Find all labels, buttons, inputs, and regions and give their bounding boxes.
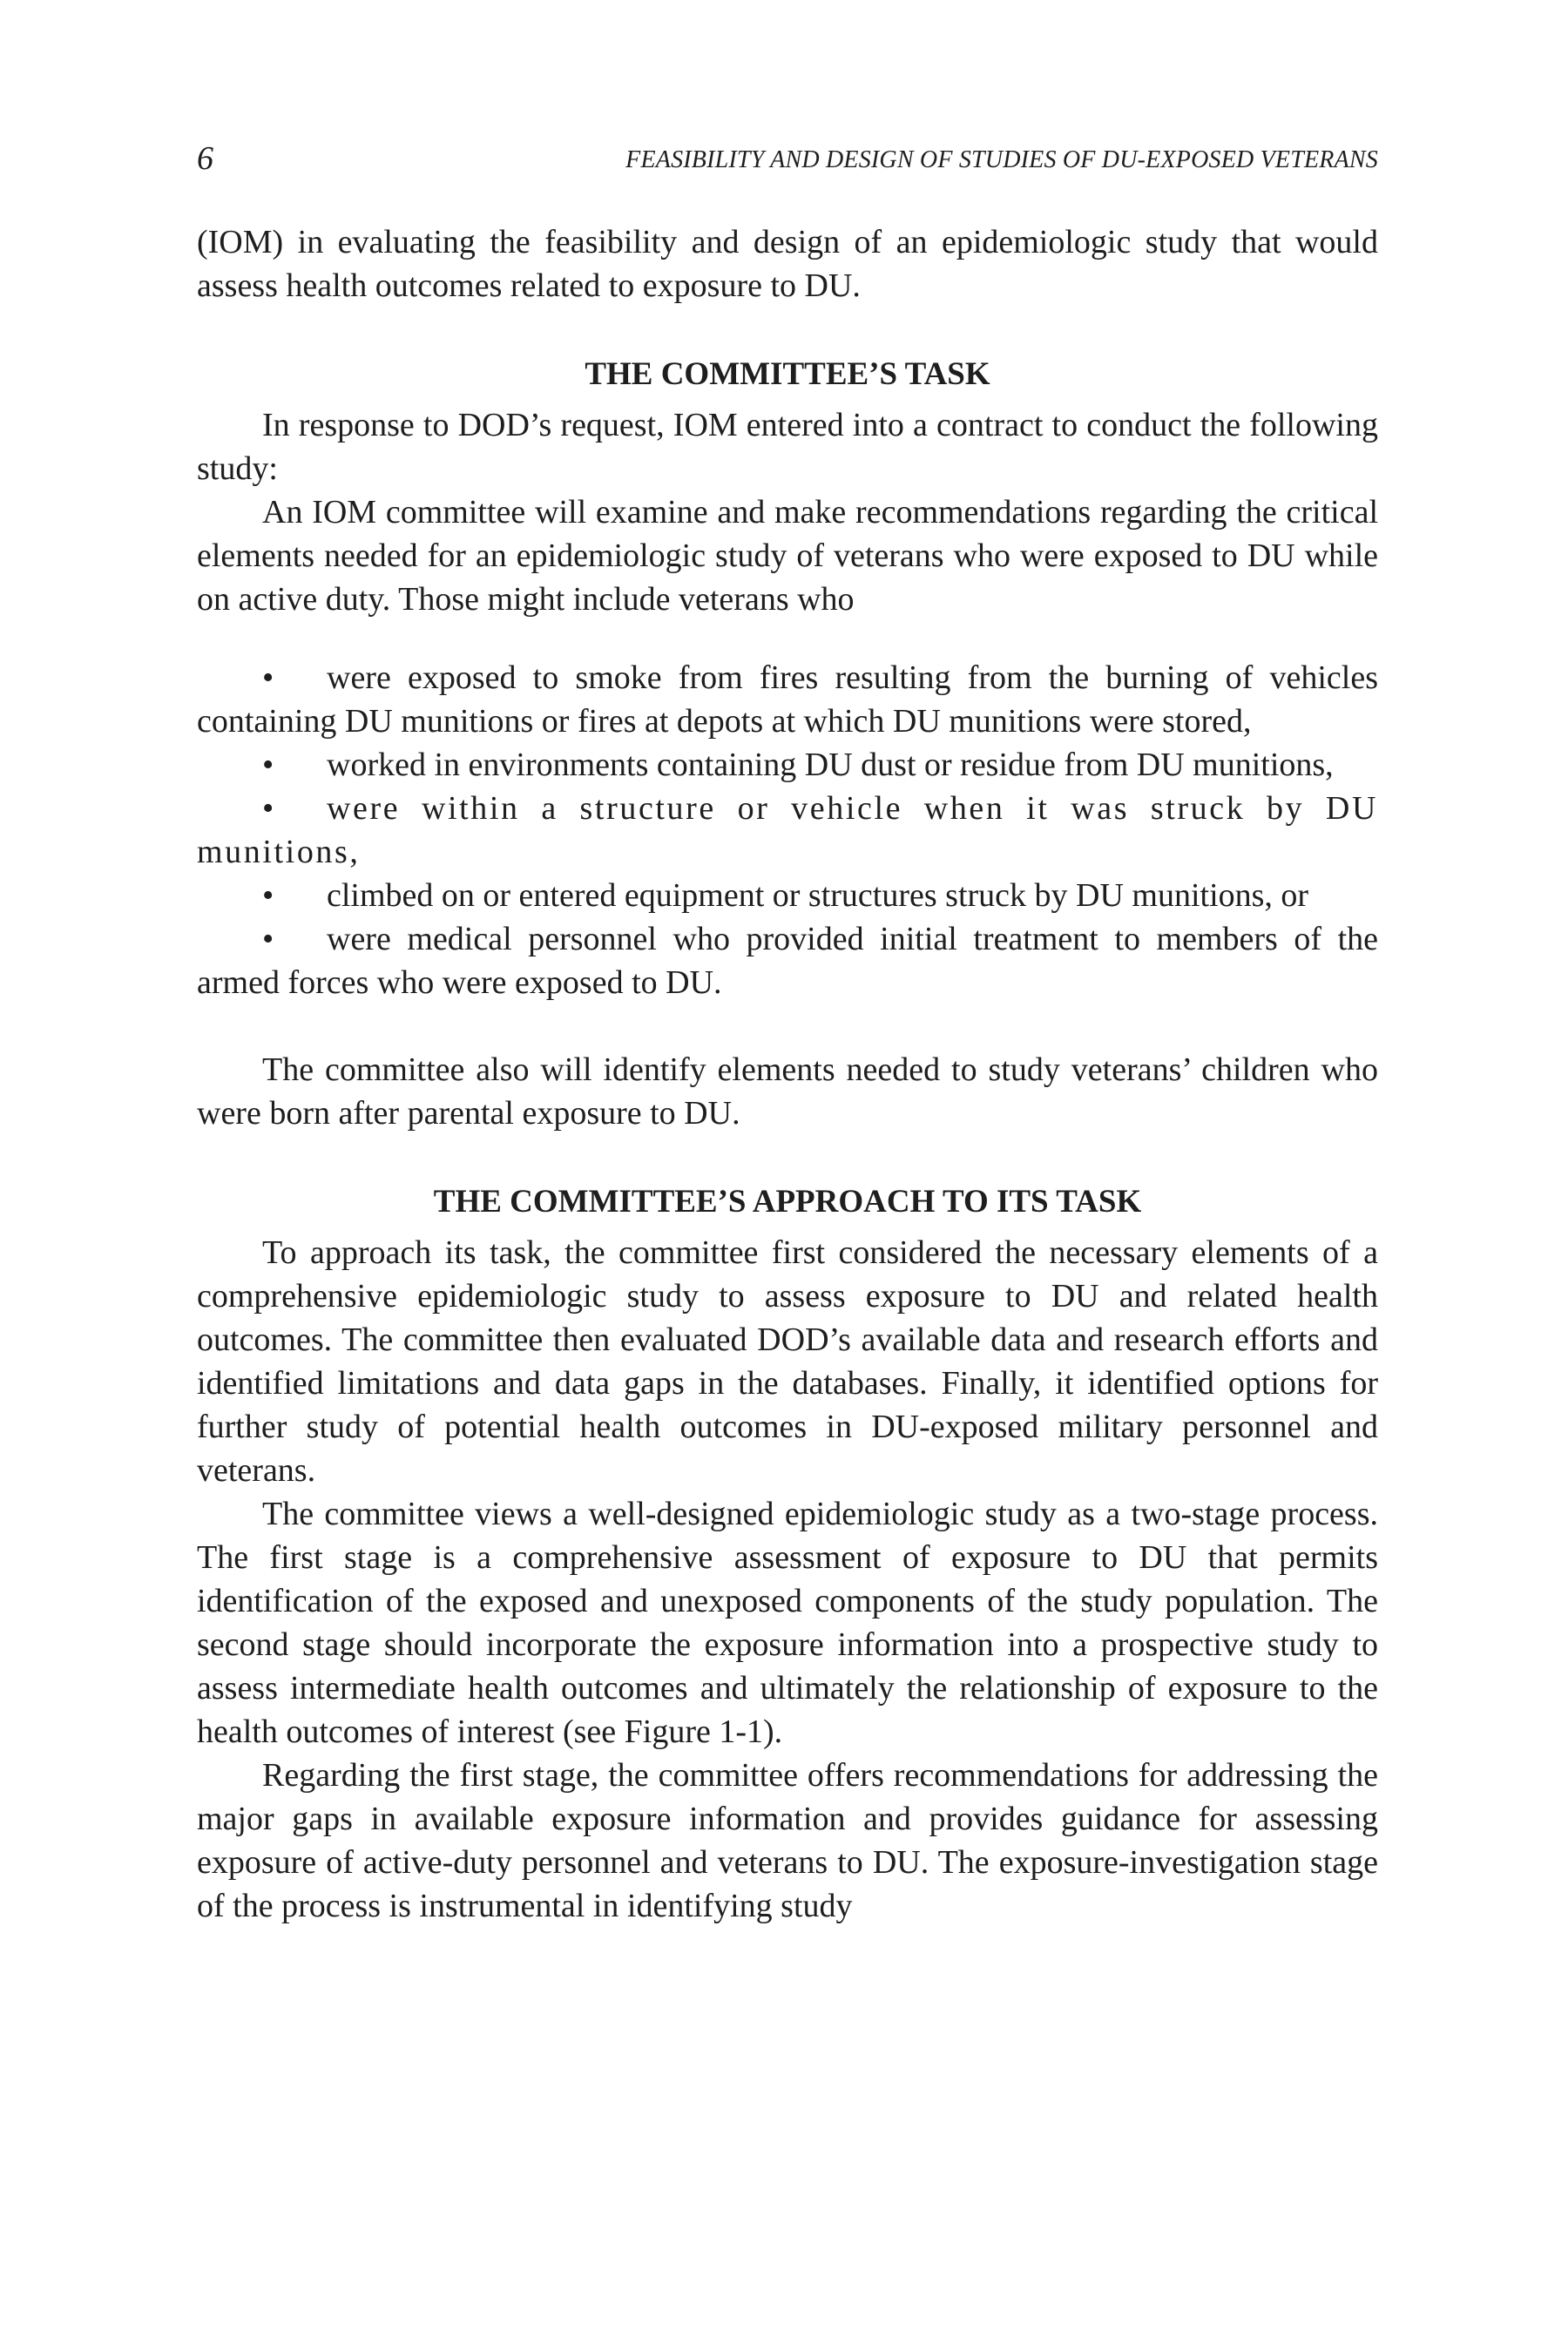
section-heading-committees-task: THE COMMITTEE’S TASK	[585, 356, 990, 392]
section-heading-approach: THE COMMITTEE’S APPROACH TO ITS TASK	[433, 1184, 1142, 1220]
approach-paragraph-2: The committee views a well-designed epidemiologic study as a two-stage process. The first stage is a comprehensive assessment of exposure to DU that permits identification of the exposed and unexposed components of the study population. The second stage should incorporate the exposure information into a prospective study to assess intermediate health outcomes and ultimately the relationship of exposure to the health outcomes of interest (see Figure 1-1).	[197, 1496, 1378, 1750]
task-paragraph-2: An IOM committee will examine and make recommendations regarding the critical elements needed for an epidemiologic study of veterans who were exposed to DU while on active duty. Those might include veterans who	[197, 494, 1378, 618]
bullet-icon: •	[262, 659, 274, 696]
approach-paragraph-1: To approach its task, the committee first considered the necessary elements of a comprehensive epidemiologic study to assess exposure to DU and related health outcomes. The committee then evaluated DOD’s available data and research efforts and identified limitations and data gaps in the databases. Finally, it identified options for further study of potential health outcomes in DU-exposed military personnel and veterans.	[197, 1234, 1378, 1489]
running-title: FEASIBILITY AND DESIGN OF STUDIES OF DU-EXPOSED VETERANS	[625, 146, 1378, 173]
bullet-icon: •	[262, 921, 274, 957]
task-paragraph-1: In response to DOD’s request, IOM entered into a contract to conduct the following study:	[197, 407, 1378, 487]
document-page	[197, 0, 1378, 2352]
task-paragraph-3: The committee also will identify elements needed to study veterans’ children who were born after parental exposure to DU.	[197, 1051, 1378, 1132]
page-body	[197, 220, 1378, 1928]
running-header	[197, 139, 1378, 178]
bullet-text: were exposed to smoke from fires resulting from the burning of vehicles containing DU munitions or fires at depots at which DU munitions were stored,	[197, 659, 1378, 740]
bullet-item-4	[197, 874, 1378, 917]
bullet-text: worked in environments containing DU dust or residue from DU munitions,	[327, 747, 1334, 783]
bullet-icon: •	[262, 790, 276, 827]
bullet-text: were medical personnel who provided initial treatment to members of the armed forces who were exposed to DU.	[197, 921, 1378, 1001]
bullet-text: were within a structure or vehicle when it was struck by DU munitions,	[197, 790, 1378, 870]
intro-paragraph: (IOM) in evaluating the feasibility and design of an epidemiologic study that would assess health outcomes related to exposure to DU.	[197, 224, 1378, 304]
bullet-item-5	[197, 917, 1378, 1004]
bullet-icon: •	[262, 877, 274, 914]
bullet-icon: •	[262, 747, 274, 783]
bullet-item-3	[197, 787, 1378, 874]
bullet-text: climbed on or entered equipment or structures struck by DU munitions, or	[327, 877, 1309, 914]
bullet-item-1	[197, 656, 1378, 743]
bullet-item-2	[197, 743, 1378, 787]
approach-paragraph-3: Regarding the first stage, the committee offers recommendations for addressing the major gaps in available exposure information and provides guidance for assessing exposure of active-duty personnel and veterans to DU. The exposure-investigation stage of the process is instrumental in identifying study	[197, 1757, 1378, 1924]
page-number: 6	[197, 140, 213, 177]
